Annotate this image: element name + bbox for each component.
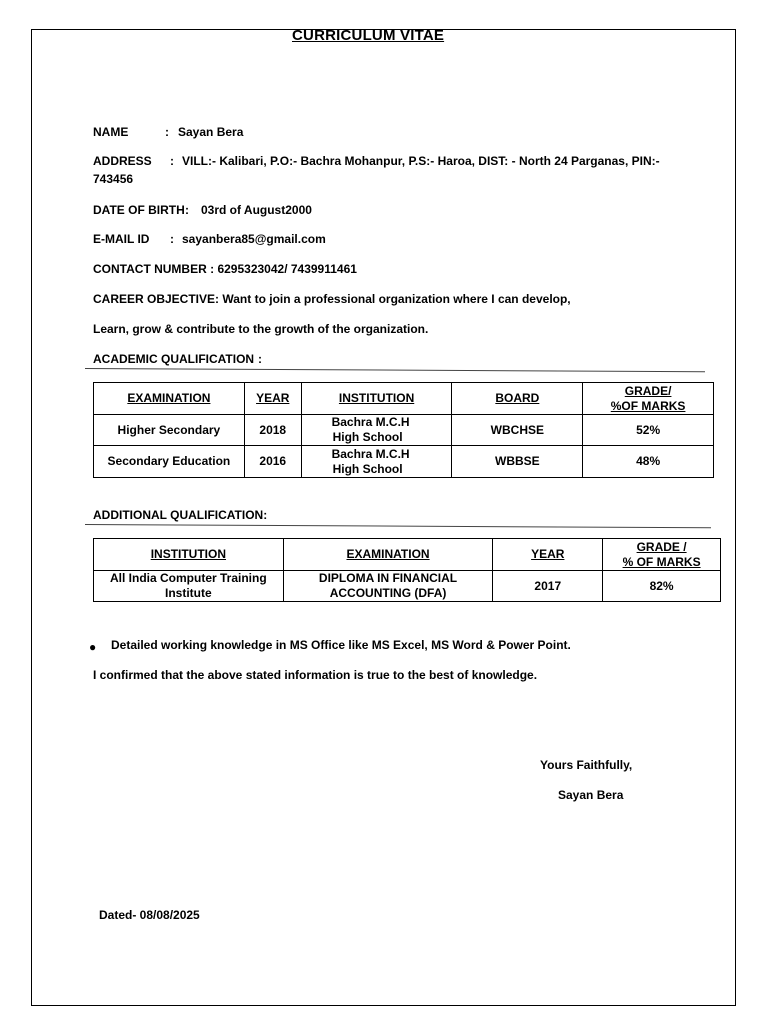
bullet-icon: ● xyxy=(89,640,97,654)
academic-col-board: BOARD xyxy=(452,383,583,415)
email-value: sayanbera85@gmail.com xyxy=(182,232,326,246)
additional-institution-cell xyxy=(94,571,284,602)
additional-institution-line2: Institute xyxy=(165,586,212,600)
closing-text: Yours Faithfully, xyxy=(540,758,633,772)
page-title: CURRICULUM VITAE xyxy=(292,27,445,44)
career-objective-label: CAREER OBJECTIVE: xyxy=(93,292,220,306)
academic-institution-cell xyxy=(301,415,452,446)
address-separator: : xyxy=(170,154,174,168)
career-objective-row xyxy=(93,292,571,306)
academic-header-row xyxy=(94,383,714,415)
additional-year-cell: 2017 xyxy=(493,571,603,602)
contact-label: CONTACT NUMBER : xyxy=(93,262,215,276)
contact-row xyxy=(93,262,357,276)
email-label: E-MAIL ID xyxy=(93,232,150,246)
academic-institution-line2: High School xyxy=(332,430,403,444)
academic-exam-cell: Higher Secondary xyxy=(94,415,245,446)
academic-col-grade xyxy=(583,383,714,415)
additional-col-year: YEAR xyxy=(493,539,603,571)
dated-text: Dated- 08/08/2025 xyxy=(99,908,200,922)
additional-examination-line1: DIPLOMA IN FINANCIAL xyxy=(318,571,458,585)
address-value-continued: 743456 xyxy=(93,172,134,186)
academic-heading-separator: : xyxy=(258,352,262,366)
dob-value: 03rd of August2000 xyxy=(201,203,312,217)
table-row xyxy=(94,446,714,478)
academic-institution-cell xyxy=(301,446,452,478)
academic-col-examination: EXAMINATION xyxy=(94,383,245,415)
dob-separator: : xyxy=(185,203,189,217)
additional-examination-cell xyxy=(283,571,493,602)
additional-examination-line2: ACCOUNTING (DFA) xyxy=(329,586,447,600)
academic-grade-cell: 52% xyxy=(583,415,714,446)
table-row xyxy=(94,415,714,446)
academic-heading-label: ACADEMIC QUALIFICATION xyxy=(93,352,255,366)
additional-grade-cell: 82% xyxy=(603,571,721,602)
academic-grade-cell: 48% xyxy=(583,446,714,478)
address-label: ADDRESS xyxy=(93,154,152,168)
academic-col-grade-line2: %OF MARKS xyxy=(610,398,686,413)
additional-col-institution: INSTITUTION xyxy=(94,539,284,571)
signature-name: Sayan Bera xyxy=(558,788,624,802)
email-row xyxy=(93,232,326,246)
academic-institution-line1: Bachra M.C.H xyxy=(331,446,410,461)
name-separator: : xyxy=(165,125,169,139)
additional-header-row xyxy=(94,539,721,571)
contact-value: 6295323042/ 7439911461 xyxy=(217,262,357,276)
academic-col-institution: INSTITUTION xyxy=(301,383,452,415)
dob-label: DATE OF BIRTH xyxy=(93,203,185,217)
academic-board-cell: WBCHSE xyxy=(452,415,583,446)
name-value: Sayan Bera xyxy=(178,125,244,139)
skill-item: Detailed working knowledge in MS Office like MS Excel, MS Word & Power Point. xyxy=(111,638,571,652)
academic-col-year: YEAR xyxy=(244,383,301,415)
academic-col-grade-line1: GRADE/ xyxy=(624,383,672,398)
career-objective-text: Want to join a professional organization where I can develop, xyxy=(222,292,571,306)
name-label: NAME xyxy=(93,125,129,139)
career-objective-continued: Learn, grow & contribute to the growth of the organization. xyxy=(93,322,429,336)
academic-board-cell: WBBSE xyxy=(452,446,583,478)
academic-institution-line2: High School xyxy=(332,461,403,476)
dob-row xyxy=(93,203,312,217)
additional-col-grade-line1: GRADE / xyxy=(636,539,687,554)
additional-col-grade-line2: % OF MARKS xyxy=(622,554,701,569)
academic-year-cell: 2016 xyxy=(244,446,301,478)
additional-heading: ADDITIONAL QUALIFICATION: xyxy=(93,508,268,522)
address-row xyxy=(93,154,660,168)
additional-col-grade xyxy=(603,539,721,571)
email-separator: : xyxy=(170,232,174,246)
academic-institution-line1: Bachra M.C.H xyxy=(331,415,410,429)
additional-table xyxy=(93,538,721,602)
academic-heading xyxy=(93,352,262,366)
name-row xyxy=(93,125,244,139)
declaration-text: I confirmed that the above stated information is true to the best of knowledge. xyxy=(93,668,538,682)
academic-table xyxy=(93,382,714,478)
address-value: VILL:- Kalibari, P.O:- Bachra Mohanpur, P.S:- Haroa, DIST: - North 24 Parganas, PIN:- xyxy=(182,154,660,168)
academic-exam-cell: Secondary Education xyxy=(94,446,245,478)
table-row xyxy=(94,571,721,602)
academic-year-cell: 2018 xyxy=(244,415,301,446)
additional-institution-line1: All India Computer Training xyxy=(110,571,267,585)
additional-col-examination: EXAMINATION xyxy=(283,539,493,571)
